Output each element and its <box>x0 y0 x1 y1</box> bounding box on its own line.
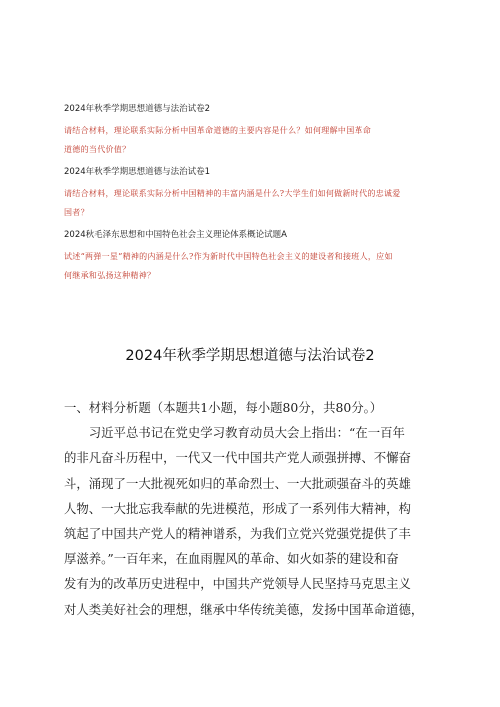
question-line: 请结合材料，理论联系实际分析中国革命道德的主要内容是什么？如何理解中国革命 <box>64 126 372 135</box>
index-heading-3: 2024秋毛泽东思想和中国特色社会主义理论体系概论试题A <box>64 230 287 240</box>
body-line: 发有为的改革历史进程中，中国共产党领导人民坚持马克思主义 <box>64 576 411 592</box>
document-body <box>64 395 444 622</box>
question-index <box>64 103 444 285</box>
index-heading-1: 2024年秋季学期思想道德与法治试卷2 <box>64 104 211 114</box>
question-line: 国者？ <box>64 208 89 217</box>
document-title: 2024年秋季学期思想道德与法治试卷2 <box>125 348 375 364</box>
body-line: 对人类美好社会的理想，继承中华传统美德，发扬中国革命道德， <box>64 601 424 617</box>
index-heading-2: 2024年秋季学期思想道德与法治试卷1 <box>64 167 211 177</box>
question-line: 道德的当代价值？ <box>64 145 131 154</box>
question-line: 请结合材料，理论联系实际分析中国精神的丰富内涵是什么?大学生们如何做新时代的忠诚爱 <box>64 189 401 198</box>
index-question-1 <box>64 121 444 159</box>
body-line: 习近平总书记在党史学习教育动员大会上指出：“在一百年 <box>64 425 405 441</box>
body-line: 筑起了中国共产党人的精神谱系，为我们立党兴党强党提供了丰 <box>64 526 411 542</box>
question-line: 试述“两弹一星”精神的内涵是什么?作为新时代中国特色社会主义的建设者和接班人，应如 <box>64 252 393 261</box>
body-line: 厚滋养。”一百年来，在血雨腥风的革命、如火如荼的建设和奋 <box>64 551 399 567</box>
index-question-2 <box>64 184 444 222</box>
index-question-3 <box>64 247 444 285</box>
body-line: 斗，涌现了一大批视死如归的革命烈士、一大批顽强奋斗的英雄 <box>64 475 411 491</box>
body-line: 人物、一大批忘我奉献的先进模范，形成了一系列伟大精神，构 <box>64 500 411 516</box>
body-line: 的非凡奋斗历程中，一代又一代中国共产党人顽强拼搏、不懈奋 <box>64 450 411 466</box>
question-line: 何继承和弘扬这种精神？ <box>64 271 156 280</box>
section-heading: 一、材料分析题（本题共1小题，每小题80分，共80分。） <box>64 400 383 415</box>
